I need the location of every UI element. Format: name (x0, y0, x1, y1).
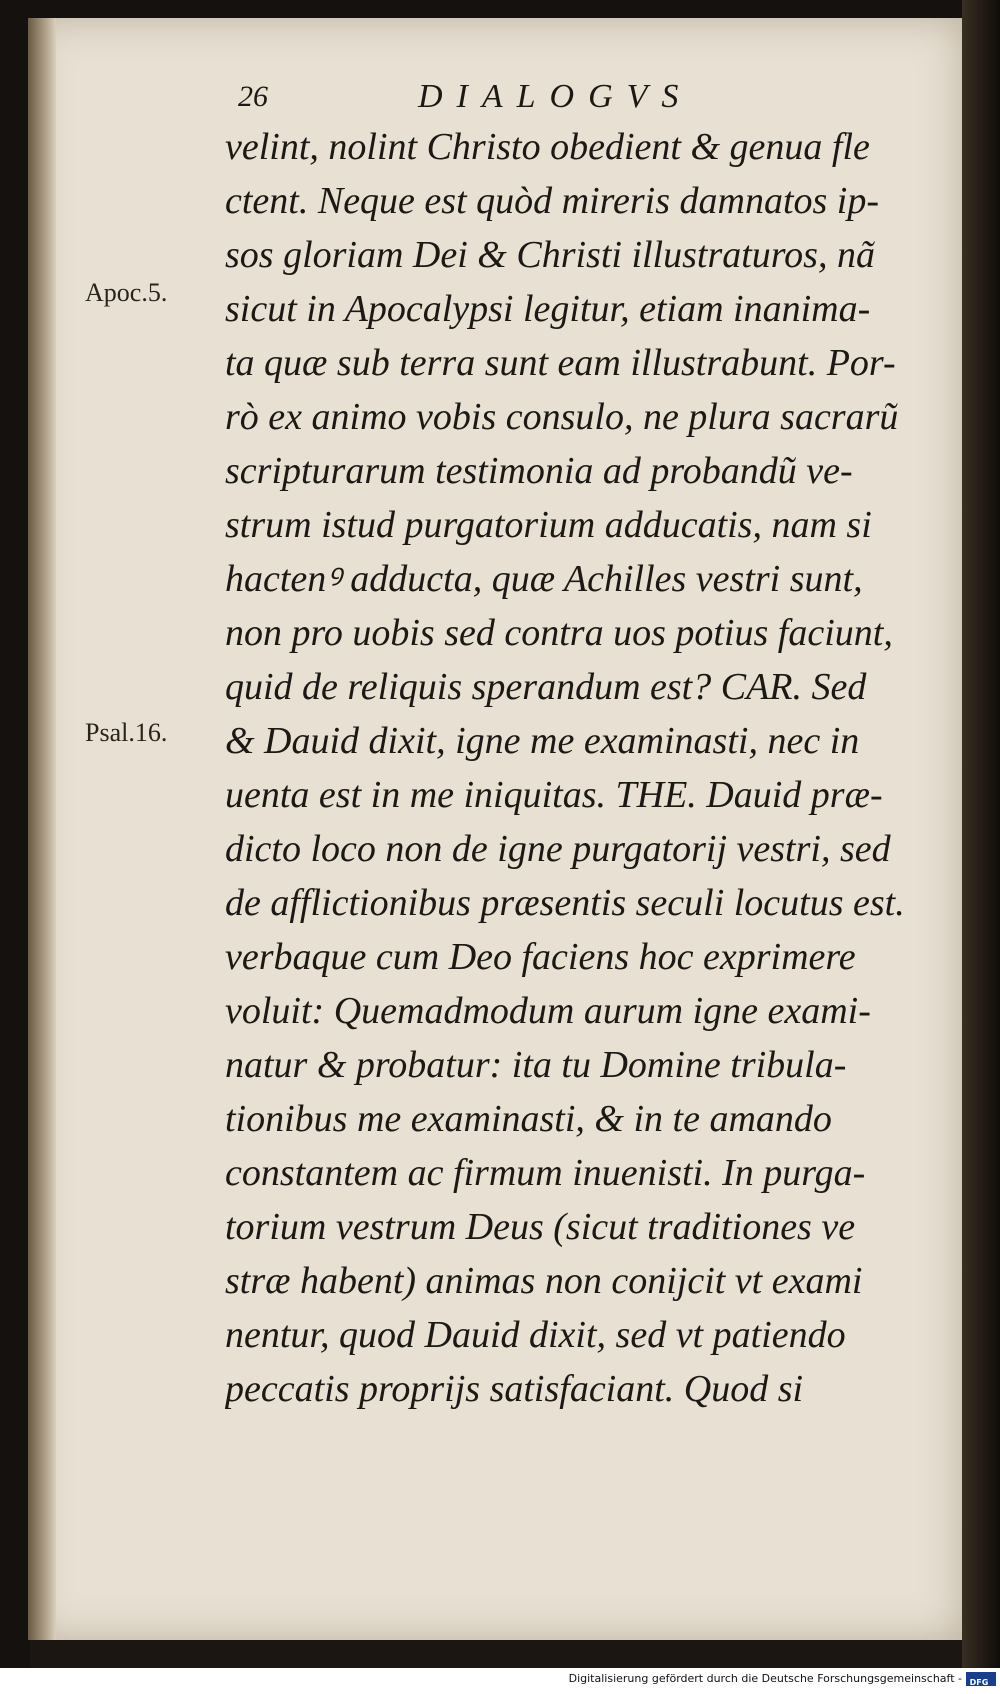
text-line: scripturarum testimonia ad probandũ ve- (225, 450, 853, 492)
footer-credit: Digitalisierung gefördert durch die Deutsche Forschungsgemeinschaft - (568, 1672, 962, 1685)
text-line: velint, nolint Christo obedient & genua fle (225, 126, 870, 168)
running-title: DIALOGVS (418, 78, 693, 115)
text-line: verbaque cum Deo faciens hoc exprimere (225, 936, 856, 978)
margin-note-psal: Psal.16. (85, 718, 168, 747)
text-line: ctent. Neque est quòd mireris damnatos ip- (225, 180, 880, 222)
text-line: uenta est in me iniquitas. THE. Dauid præ- (225, 774, 883, 816)
text-line: de afflictionibus præsentis seculi locutus est. (225, 882, 905, 924)
text-line: sicut in Apocalypsi legitur, etiam inanima- (225, 288, 871, 330)
text-line: strum istud purgatorium adducatis, nam si (225, 504, 872, 546)
text-line: hactenꝰ adducta, quæ Achilles vestri sunt, (225, 558, 863, 600)
text-line: quid de reliquis sperandum est? CAR. Sed (225, 666, 867, 708)
book-edge-right (962, 0, 1000, 1668)
text-line: nentur, quod Dauid dixit, sed vt patiendo (225, 1314, 846, 1356)
text-line: natur & probatur: ita tu Domine tribula- (225, 1044, 847, 1086)
text-line: & Dauid dixit, igne me examinasti, nec in (225, 720, 860, 762)
text-line: voluit: Quemadmodum aurum igne exami- (225, 990, 871, 1032)
page-number: 26 (238, 80, 268, 113)
text-line: peccatis proprijs satisfaciant. Quod si (225, 1368, 804, 1410)
page-gutter-shadow (28, 18, 56, 1640)
book-edge-bottom (30, 1640, 962, 1668)
text-line: ta quæ sub terra sunt eam illustrabunt. Por- (225, 342, 896, 384)
text-line: stræ habent) animas non conijcit vt exami (225, 1260, 863, 1302)
text-line: torium vestrum Deus (sicut traditiones ve (225, 1206, 856, 1248)
margin-note-apoc: Apoc.5. (85, 278, 168, 307)
dfg-logo-icon: DFG (966, 1672, 996, 1686)
digitization-footer (0, 1668, 1000, 1690)
text-line: rò ex animo vobis consulo, ne plura sacrarũ (225, 396, 899, 438)
text-line: sos gloriam Dei & Christi illustraturos, nã (225, 234, 875, 276)
page-header (238, 80, 938, 120)
body-text (225, 120, 945, 1416)
text-line: tionibus me examinasti, & in te amando (225, 1098, 832, 1140)
text-line: dicto loco non de igne purgatorij vestri, sed (225, 828, 891, 870)
text-line: constantem ac firmum inuenisti. In purga- (225, 1152, 866, 1194)
text-line: non pro uobis sed contra uos potius faciunt, (225, 612, 893, 654)
